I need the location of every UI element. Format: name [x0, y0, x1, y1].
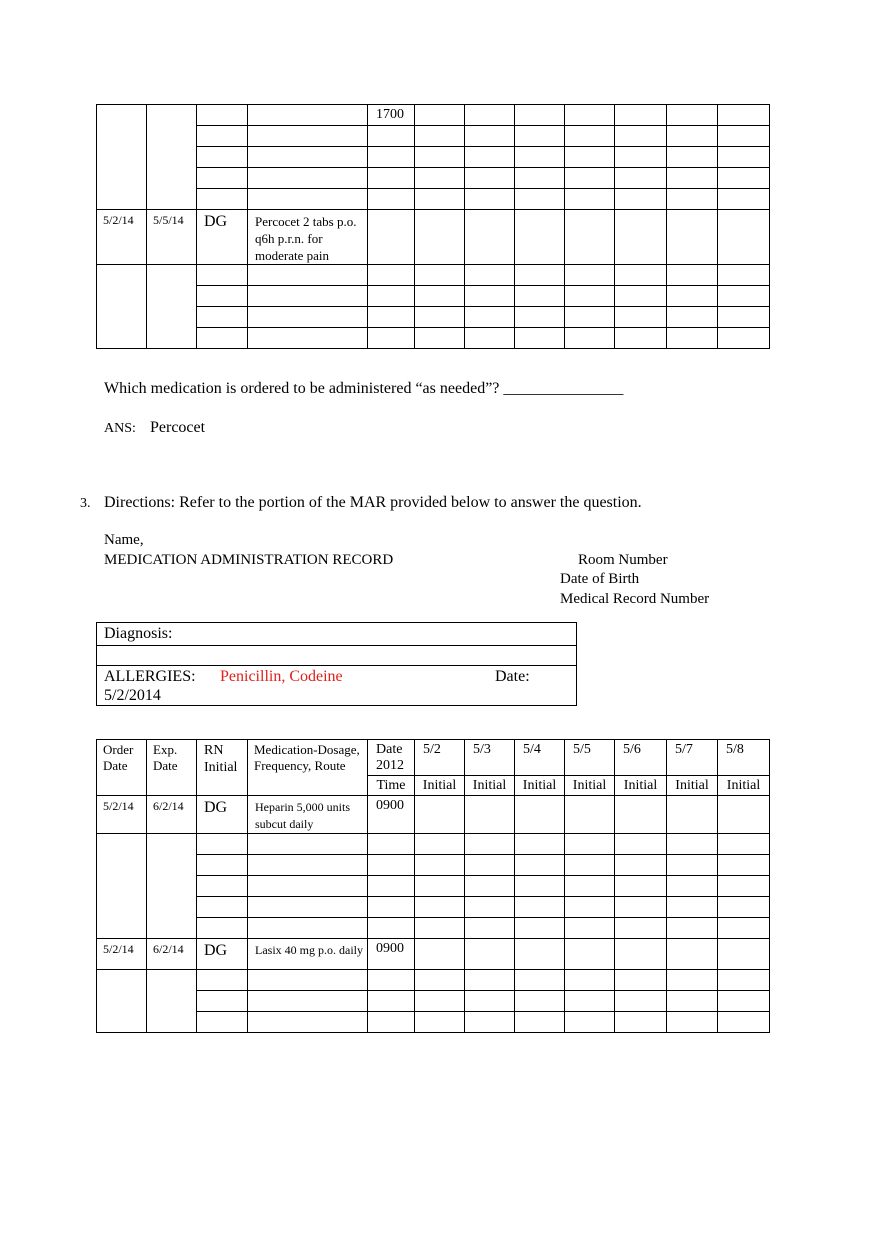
exp-date: 6/2/14 — [147, 939, 197, 970]
header-date: 5/5 — [565, 740, 615, 776]
answer-label: ANS: — [104, 421, 136, 436]
rn-initial: DG — [197, 210, 248, 265]
rn-initial: DG — [197, 796, 248, 834]
allergies-date-value: 5/2/2014 — [104, 687, 161, 704]
header-initial: Initial — [667, 776, 718, 796]
allergies-value: Penicillin, Codeine — [220, 668, 343, 685]
room-number-label: Room Number — [578, 552, 668, 568]
time-1700: 1700 — [368, 105, 415, 126]
order-date: 5/2/14 — [97, 796, 147, 834]
header-initial: Initial — [565, 776, 615, 796]
header-date: 5/2 — [415, 740, 465, 776]
table-row — [97, 210, 770, 265]
diagnosis-box — [96, 622, 577, 706]
header-row — [97, 740, 770, 776]
admin-time: 0900 — [368, 939, 415, 970]
diagnosis-label: Diagnosis: — [104, 625, 173, 642]
header-year: 2012 — [376, 758, 404, 773]
header-time: Time — [368, 776, 415, 796]
table-row — [97, 939, 770, 970]
table-row — [97, 796, 770, 834]
question-number: 3. — [80, 496, 91, 511]
header-initial: Initial — [718, 776, 770, 796]
header-date: 5/6 — [615, 740, 667, 776]
header-initial: Initial — [465, 776, 515, 796]
header-date: 5/8 — [718, 740, 770, 776]
date-of-birth-label: Date of Birth — [560, 571, 640, 587]
header-date: 5/4 — [515, 740, 565, 776]
medication: Percocet 2 tabs p.o. q6h p.r.n. for moderate pain — [248, 210, 368, 265]
order-date: 5/2/14 — [97, 210, 147, 265]
exp-date: 5/5/14 — [147, 210, 197, 265]
header-date-label: Date — [376, 742, 403, 757]
header-date: 5/3 — [465, 740, 515, 776]
name-label: Name, — [104, 532, 144, 548]
order-date: 5/2/14 — [97, 939, 147, 970]
allergies-label: ALLERGIES: — [104, 668, 196, 685]
header-date-year — [368, 740, 415, 776]
answer-text: Percocet — [150, 419, 206, 436]
medication: Lasix 40 mg p.o. daily — [248, 939, 368, 970]
question-prompt: Which medication is ordered to be administered “as needed”? _______________ — [104, 380, 624, 397]
header-initial: Initial — [615, 776, 667, 796]
header-medication: Medication-Dosage, Frequency, Route — [248, 740, 368, 796]
mar-title: MEDICATION ADMINISTRATION RECORD — [104, 552, 394, 568]
admin-time: 0900 — [368, 796, 415, 834]
header-order-date: Order Date — [97, 740, 147, 796]
medication: Heparin 5,000 units subcut daily — [248, 796, 368, 834]
header-rn-initial: RN Initial — [197, 740, 248, 796]
question-directions: Directions: Refer to the portion of the MAR provided below to answer the question. — [104, 494, 642, 511]
header-initial: Initial — [515, 776, 565, 796]
allergies-date-label: Date: — [495, 668, 530, 685]
exp-date: 6/2/14 — [147, 796, 197, 834]
header-exp-date: Exp. Date — [147, 740, 197, 796]
mar-table — [96, 739, 770, 1033]
rn-initial: DG — [197, 939, 248, 970]
header-date: 5/7 — [667, 740, 718, 776]
medical-record-number-label: Medical Record Number — [560, 591, 710, 607]
header-initial: Initial — [415, 776, 465, 796]
top-mar-table — [96, 104, 770, 349]
